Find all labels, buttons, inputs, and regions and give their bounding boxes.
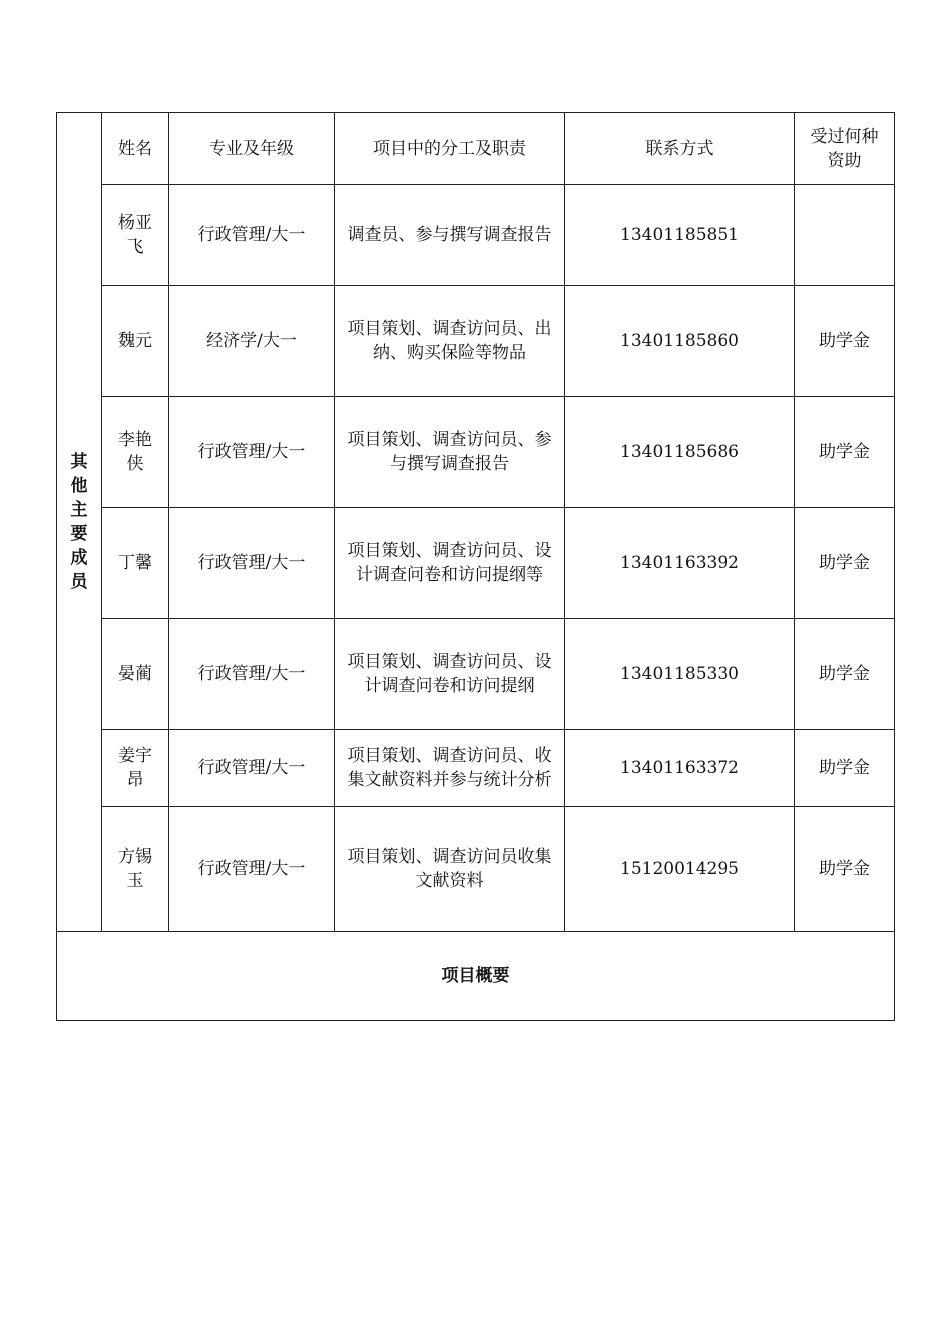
side-label: 其他主要成员 bbox=[70, 452, 88, 592]
member-major: 行政管理/大一 bbox=[169, 730, 335, 807]
member-name-text: 丁馨 bbox=[118, 553, 152, 573]
member-major: 行政管理/大一 bbox=[169, 807, 335, 932]
table-row bbox=[57, 508, 895, 619]
table-row bbox=[57, 619, 895, 730]
member-duty-text: 项目策划、调查访问员收集文献资料 bbox=[347, 847, 552, 891]
member-name bbox=[102, 185, 169, 286]
member-aid: 助学金 bbox=[795, 508, 895, 619]
table-row bbox=[57, 286, 895, 397]
member-aid: 助学金 bbox=[795, 286, 895, 397]
member-major: 行政管理/大一 bbox=[169, 619, 335, 730]
side-label-cell bbox=[57, 113, 102, 932]
members-table bbox=[56, 112, 895, 1021]
member-contact: 13401185851 bbox=[565, 185, 795, 286]
member-name-text: 杨亚飞 bbox=[118, 213, 152, 257]
member-aid: 助学金 bbox=[795, 397, 895, 508]
member-contact: 13401185330 bbox=[565, 619, 795, 730]
header-duty: 项目中的分工及职责 bbox=[335, 113, 565, 185]
member-name-text: 魏元 bbox=[118, 331, 152, 351]
member-duty bbox=[335, 397, 565, 508]
member-contact: 13401163392 bbox=[565, 508, 795, 619]
table-row bbox=[57, 807, 895, 932]
member-major: 行政管理/大一 bbox=[169, 185, 335, 286]
table-row bbox=[57, 730, 895, 807]
table-row bbox=[57, 185, 895, 286]
header-aid bbox=[795, 113, 895, 185]
member-name bbox=[102, 807, 169, 932]
member-contact: 15120014295 bbox=[565, 807, 795, 932]
header-name-text: 姓名 bbox=[118, 138, 152, 159]
member-aid: 助学金 bbox=[795, 807, 895, 932]
member-aid: 助学金 bbox=[795, 619, 895, 730]
header-aid-text: 受过何种资助 bbox=[810, 126, 879, 171]
member-name-text: 方锡玉 bbox=[118, 847, 152, 891]
member-aid: 助学金 bbox=[795, 730, 895, 807]
member-duty bbox=[335, 185, 565, 286]
member-name bbox=[102, 730, 169, 807]
member-name-text: 姜宇昂 bbox=[118, 746, 152, 790]
summary-label: 项目概要 bbox=[57, 932, 895, 1021]
member-contact: 13401163372 bbox=[565, 730, 795, 807]
member-aid bbox=[795, 185, 895, 286]
member-name bbox=[102, 619, 169, 730]
member-duty-text: 调查员、参与撰写调查报告 bbox=[347, 225, 552, 245]
member-name bbox=[102, 508, 169, 619]
member-duty bbox=[335, 730, 565, 807]
member-major: 行政管理/大一 bbox=[169, 397, 335, 508]
member-duty bbox=[335, 286, 565, 397]
member-name bbox=[102, 397, 169, 508]
summary-row bbox=[57, 932, 895, 1021]
member-duty bbox=[335, 807, 565, 932]
header-major: 专业及年级 bbox=[169, 113, 335, 185]
member-name bbox=[102, 286, 169, 397]
header-contact: 联系方式 bbox=[565, 113, 795, 185]
member-duty bbox=[335, 508, 565, 619]
member-duty-text: 项目策划、调查访问员、出纳、购买保险等物品 bbox=[347, 319, 552, 363]
member-duty-text: 项目策划、调查访问员、设计调查问卷和访问提纲 bbox=[347, 652, 552, 696]
table-row bbox=[57, 397, 895, 508]
member-major: 行政管理/大一 bbox=[169, 508, 335, 619]
member-duty-text: 项目策划、调查访问员、参与撰写调查报告 bbox=[347, 430, 552, 474]
member-duty-text: 项目策划、调查访问员、收集文献资料并参与统计分析 bbox=[347, 746, 552, 790]
member-duty-text: 项目策划、调查访问员、设计调查问卷和访问提纲等 bbox=[347, 541, 552, 585]
member-name-text: 晏蔺 bbox=[118, 664, 152, 684]
member-contact: 13401185686 bbox=[565, 397, 795, 508]
table-header-row bbox=[57, 113, 895, 185]
member-major: 经济学/大一 bbox=[169, 286, 335, 397]
member-duty bbox=[335, 619, 565, 730]
member-name-text: 李艳侠 bbox=[118, 430, 152, 474]
header-name bbox=[102, 113, 169, 185]
member-contact: 13401185860 bbox=[565, 286, 795, 397]
